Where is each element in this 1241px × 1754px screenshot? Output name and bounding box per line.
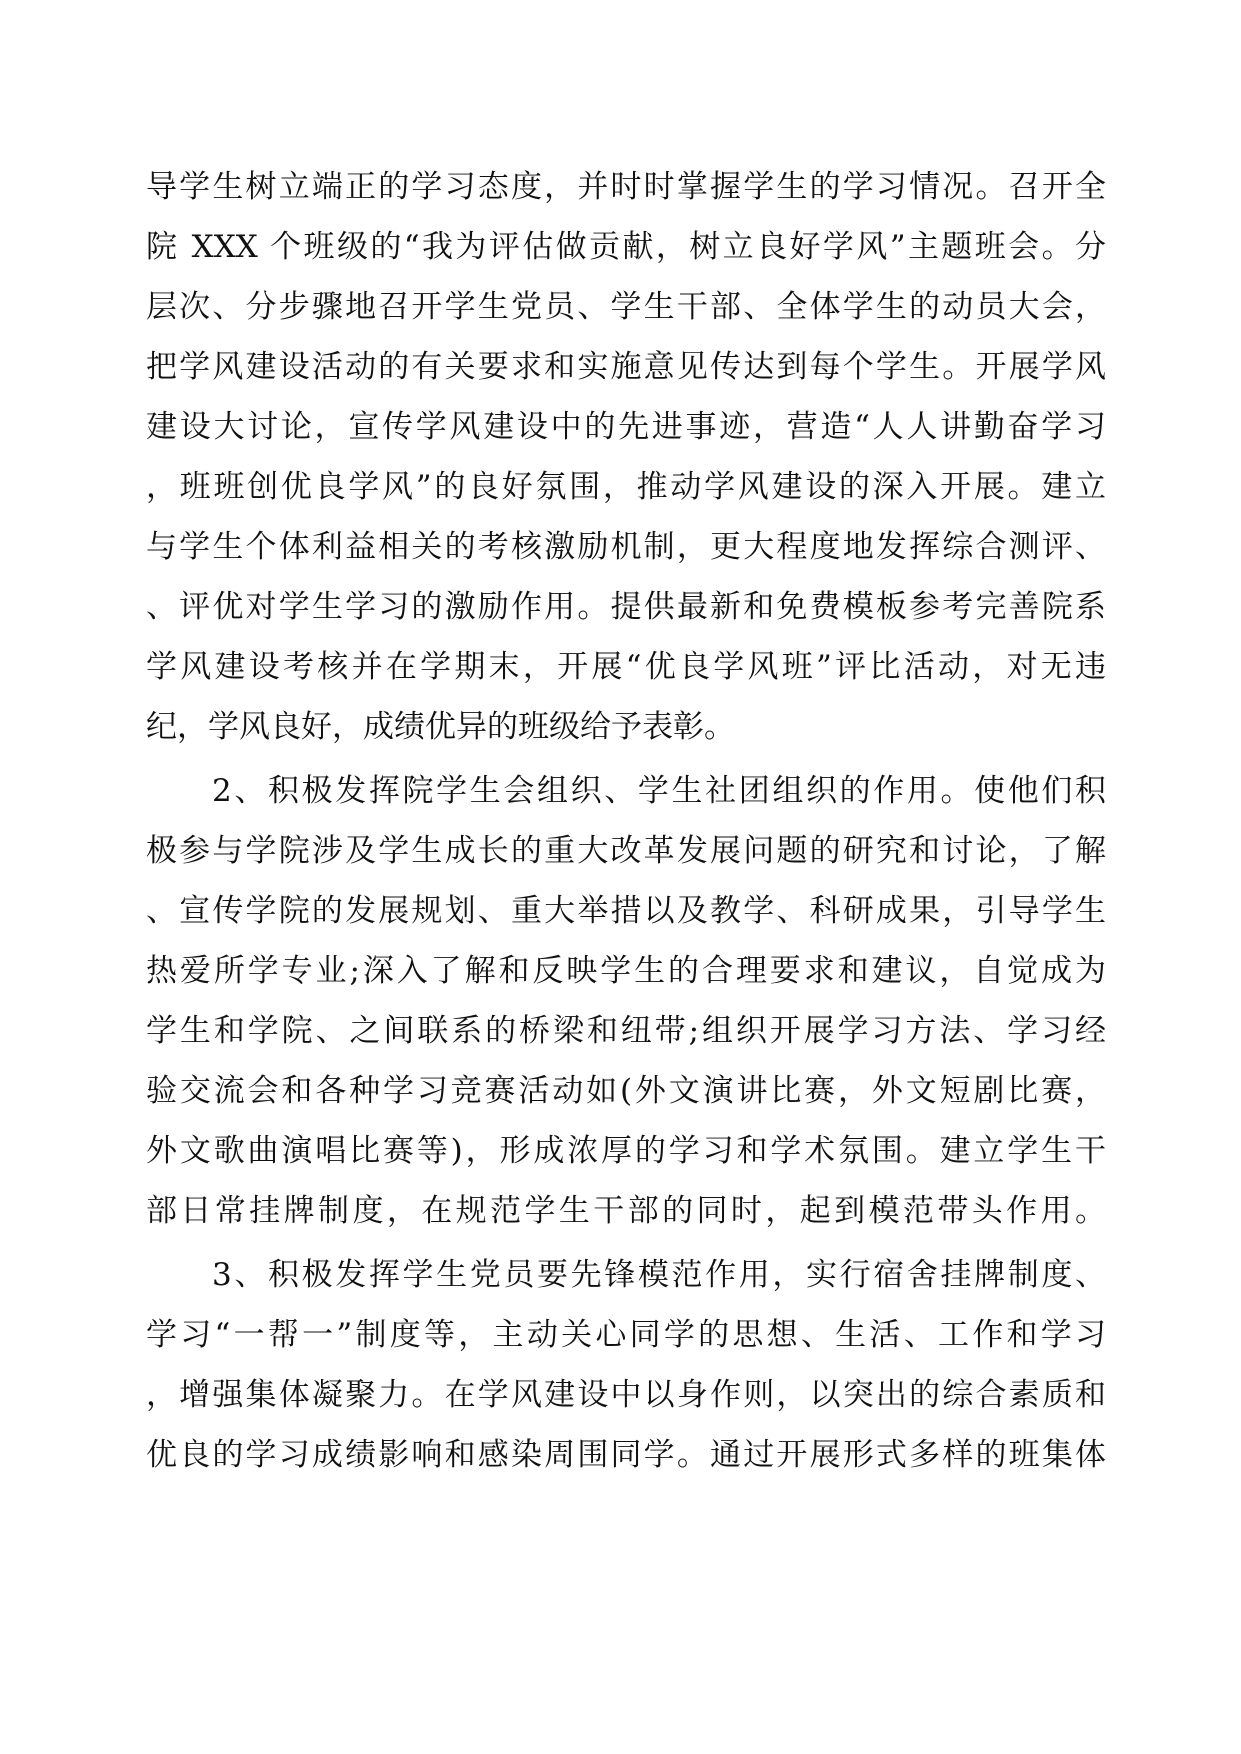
text-line: 学生和学院、之间联系的桥梁和纽带;组织开展学习方法、学习经 bbox=[146, 1013, 1106, 1049]
text-line: 、宣传学院的发展规划、重大举措以及教学、科研成果，引导学生 bbox=[146, 893, 1106, 929]
paragraph-2 bbox=[146, 761, 1106, 1241]
text-line: 纪，学风良好，成绩优异的班级给予表彰。 bbox=[146, 709, 735, 745]
text-line: 2、积极发挥院学生会组织、学生社团组织的作用。使他们积 bbox=[212, 773, 1106, 809]
text-line: 学习“一帮一”制度等，主动关心同学的思想、生活、工作和学习 bbox=[146, 1317, 1106, 1353]
paragraph-1-continued bbox=[146, 157, 1106, 757]
text-line: 热爱所学专业;深入了解和反映学生的合理要求和建议，自觉成为 bbox=[146, 953, 1106, 989]
text-line: 外文歌曲演唱比赛等)，形成浓厚的学习和学术氛围。建立学生干 bbox=[146, 1133, 1106, 1169]
text-line: 层次、分步骤地召开学生党员、学生干部、全体学生的动员大会， bbox=[146, 289, 1106, 325]
text-line: 把学风建设活动的有关要求和实施意见传达到每个学生。开展学风 bbox=[146, 349, 1106, 385]
text-line: 建设大讨论，宣传学风建设中的先进事迹，营造“人人讲勤奋学习 bbox=[146, 409, 1106, 445]
text-line: 院 XXX 个班级的“我为评估做贡献，树立良好学风”主题班会。分 bbox=[146, 229, 1106, 265]
text-line: 与学生个体利益相关的考核激励机制，更大程度地发挥综合测评、 bbox=[146, 529, 1106, 565]
document-body bbox=[146, 157, 1106, 1485]
text-line: 部日常挂牌制度，在规范学生干部的同时，起到模范带头作用。 bbox=[146, 1193, 1106, 1229]
text-line: 、评优对学生学习的激励作用。提供最新和免费模板参考完善院系 bbox=[146, 589, 1106, 625]
text-line: 3、积极发挥学生党员要先锋模范作用，实行宿舍挂牌制度、 bbox=[212, 1257, 1106, 1293]
paragraph-3 bbox=[146, 1245, 1106, 1485]
text-line: 导学生树立端正的学习态度，并时时掌握学生的学习情况。召开全 bbox=[146, 169, 1106, 205]
text-line: 优良的学习成绩影响和感染周围同学。通过开展形式多样的班集体 bbox=[146, 1437, 1106, 1473]
text-line: ，增强集体凝聚力。在学风建设中以身作则，以突出的综合素质和 bbox=[146, 1377, 1106, 1413]
text-line: ，班班创优良学风”的良好氛围，推动学风建设的深入开展。建立 bbox=[146, 469, 1106, 505]
text-line: 学风建设考核并在学期末，开展“优良学风班”评比活动，对无违 bbox=[146, 649, 1106, 685]
text-line: 验交流会和各种学习竞赛活动如(外文演讲比赛，外文短剧比赛， bbox=[146, 1073, 1106, 1109]
text-line: 极参与学院涉及学生成长的重大改革发展问题的研究和讨论，了解 bbox=[146, 833, 1106, 869]
